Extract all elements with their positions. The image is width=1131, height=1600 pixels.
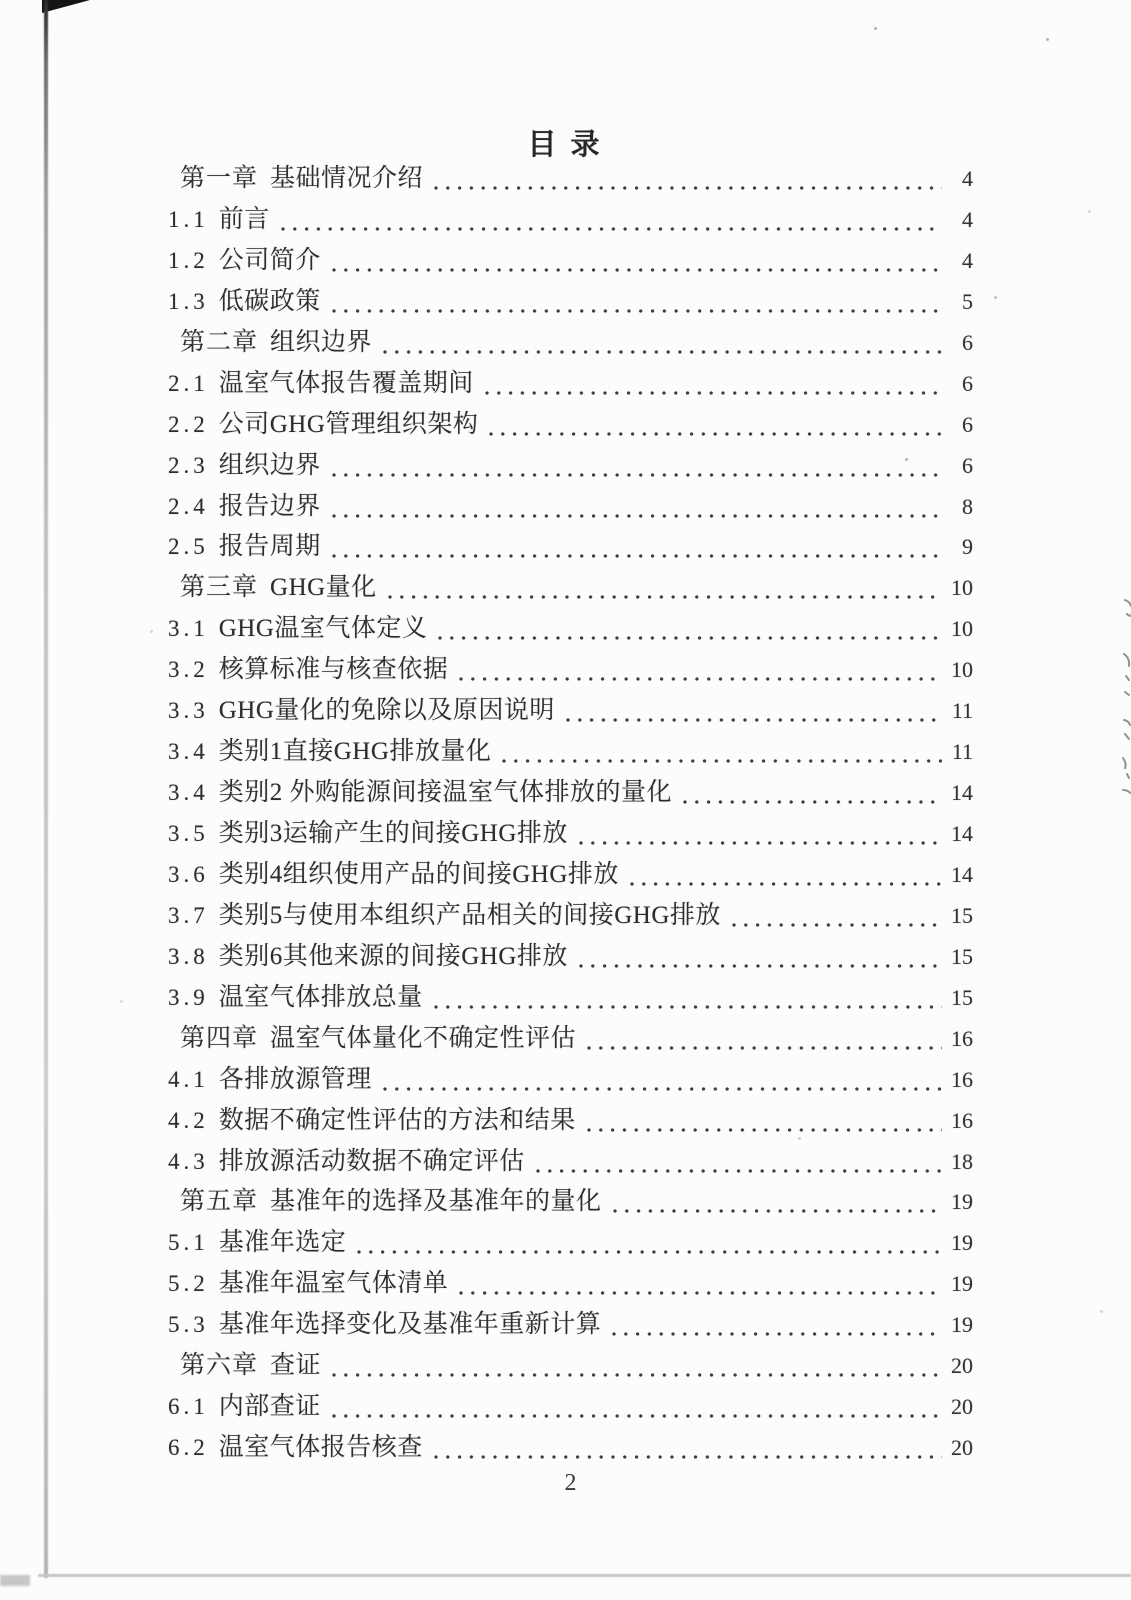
toc-entry — [168, 531, 973, 572]
toc-entry — [168, 491, 973, 532]
toc-dot-leader — [379, 327, 942, 359]
toc-entry-page: 5 — [962, 288, 973, 314]
toc-entry-page: 20 — [951, 1353, 973, 1379]
toc-entry-page: 4 — [962, 247, 973, 273]
toc-entry-number: 第六章 — [180, 1352, 259, 1380]
toc-entry — [168, 245, 973, 286]
toc-entry-number: 第二章 — [180, 328, 259, 356]
toc-entry-label: 温室气体量化不确定性评估 — [270, 1024, 577, 1052]
toc-entry-label: 排放源活动数据不确定评估 — [218, 1147, 525, 1175]
toc-entry-number: 5.2 — [168, 1271, 209, 1297]
toc-dot-leader — [434, 613, 942, 645]
toc-dot-leader — [679, 777, 942, 809]
toc-entry — [168, 1350, 973, 1391]
toc-entry-number: 1.1 — [168, 206, 209, 232]
toc-entry-label: GHG温室气体定义 — [218, 615, 428, 643]
toc-entry-number: 6.1 — [168, 1394, 209, 1420]
toc-entry-page: 16 — [951, 1066, 973, 1092]
toc-entry-label: 前言 — [218, 205, 270, 233]
toc-entry-label: 基准年选择变化及基准年重新计算 — [218, 1311, 602, 1339]
toc-entry-number: 4.2 — [168, 1107, 209, 1133]
toc-entry-number: 3.7 — [168, 902, 209, 928]
paper-speckle — [120, 1000, 123, 1003]
toc-entry-page: 9 — [962, 534, 973, 560]
toc-entry-page: 6 — [962, 370, 973, 396]
toc-dot-leader — [430, 982, 942, 1014]
toc-entry-label: 组织边界 — [218, 451, 321, 479]
toc-dot-leader — [498, 736, 942, 768]
toc-entry-number: 2.2 — [168, 411, 209, 437]
toc-entry — [168, 941, 973, 982]
toc-dot-leader — [583, 1105, 942, 1137]
toc-dot-leader — [532, 1146, 942, 1178]
document-page — [168, 0, 973, 1600]
toc-entry-number: 第四章 — [180, 1024, 259, 1052]
toc-entry — [168, 1064, 973, 1105]
toc-dot-leader — [583, 1023, 942, 1055]
toc-dot-leader — [430, 1432, 942, 1464]
toc-entry — [168, 286, 973, 327]
toc-entry — [168, 1146, 973, 1187]
margin-handwriting-marks — [1115, 592, 1131, 802]
toc-entry — [168, 1105, 973, 1146]
toc-dot-leader — [562, 695, 942, 727]
toc-entry — [168, 163, 973, 204]
toc-entry-number: 3.4 — [168, 739, 209, 765]
toc-dot-leader — [728, 900, 942, 932]
toc-dot-leader — [455, 1268, 942, 1300]
toc-entry — [168, 1186, 973, 1227]
toc-entry-label: 类别6其他来源的间接GHG排放 — [218, 942, 568, 970]
toc-entry-page: 19 — [951, 1230, 973, 1256]
toc-entry-page: 10 — [951, 657, 973, 683]
toc-dot-leader — [609, 1186, 942, 1218]
toc-entry-page: 16 — [951, 1107, 973, 1133]
toc-entry-label: 温室气体报告核查 — [218, 1434, 423, 1462]
toc-entry-label: 类别1直接GHG排放量化 — [218, 738, 492, 766]
toc-entry-number: 5.3 — [168, 1312, 209, 1338]
toc-entry-number: 4.3 — [168, 1148, 209, 1174]
toc-entry-page: 20 — [951, 1394, 973, 1420]
toc-dot-leader — [328, 286, 942, 318]
toc-entry-number: 1.2 — [168, 247, 209, 273]
toc-entry — [168, 818, 973, 859]
toc-entry-number: 3.6 — [168, 861, 209, 887]
toc-entry — [168, 695, 973, 736]
toc-entry-page: 11 — [951, 698, 973, 724]
toc-entry-number: 5.1 — [168, 1230, 209, 1256]
toc-entry — [168, 859, 973, 900]
toc-entry-label: GHG量化的免除以及原因说明 — [218, 697, 555, 725]
toc-dot-leader — [575, 941, 942, 973]
toc-entry-page: 18 — [951, 1148, 973, 1174]
toc-dot-leader — [328, 245, 942, 277]
toc-entry-label: 类别2 外购能源间接温室气体排放的量化 — [218, 779, 673, 807]
toc-dot-leader — [277, 204, 942, 236]
toc-entry-number: 3.8 — [168, 943, 209, 969]
toc-entry-page: 14 — [951, 861, 973, 887]
toc-entry-label: 公司简介 — [218, 246, 321, 274]
toc-entry — [168, 368, 973, 409]
toc-entry-number: 3.5 — [168, 821, 209, 846]
toc-entry — [168, 1227, 973, 1268]
toc-entry-number: 2.4 — [168, 493, 209, 519]
toc-entry-page: 6 — [962, 411, 973, 437]
toc-dot-leader — [485, 409, 942, 441]
toc-entry-label: 温室气体排放总量 — [218, 983, 423, 1011]
toc-dot-leader — [455, 654, 942, 686]
toc-entry-page: 14 — [951, 780, 973, 806]
toc-entry-number: 4.1 — [168, 1066, 209, 1092]
toc-title: 目录 — [527, 129, 614, 161]
toc-entry-page: 19 — [951, 1189, 973, 1215]
toc-entry-page: 4 — [962, 166, 973, 191]
toc-entry — [168, 736, 973, 777]
scan-corner-artifact — [42, 0, 90, 13]
toc-entry — [168, 777, 973, 818]
toc-entry-page: 10 — [951, 575, 973, 601]
paper-speckle — [150, 630, 153, 633]
footer-page-number: 2 — [564, 1470, 577, 1496]
scan-binding-line — [44, 0, 48, 1578]
toc-entry-label: 低碳政策 — [218, 287, 321, 315]
toc-dot-leader — [328, 1350, 942, 1382]
toc-entry-number: 3.2 — [168, 657, 209, 683]
toc-entry-label: 查证 — [270, 1352, 322, 1380]
toc-entry-label: 基准年选定 — [218, 1229, 347, 1257]
toc-entry-label: 核算标准与核查依据 — [218, 656, 449, 684]
toc-entry — [168, 1391, 973, 1432]
toc-entry-label: 类别3运输产生的间接GHG排放 — [218, 820, 568, 847]
toc-entry-page: 19 — [951, 1312, 973, 1338]
toc-entry-number: 1.3 — [168, 288, 209, 314]
toc-dot-leader — [328, 450, 942, 482]
scan-edge-smudge — [0, 1575, 30, 1586]
toc-entry-label: GHG量化 — [270, 574, 377, 602]
toc-entry-number: 3.1 — [168, 616, 209, 642]
toc-dot-leader — [384, 572, 942, 604]
toc-entry-page: 14 — [951, 821, 973, 846]
toc-entry-label: 基准年的选择及基准年的量化 — [270, 1188, 602, 1216]
toc-entry-label: 报告边界 — [218, 492, 321, 520]
paper-speckle — [1088, 210, 1091, 213]
toc-entry-page: 8 — [962, 493, 973, 519]
toc-entry — [168, 409, 973, 450]
toc-dot-leader — [328, 491, 942, 523]
toc-dot-leader — [575, 818, 942, 850]
toc-entry-label: 基础情况介绍 — [270, 165, 424, 192]
toc-dot-leader — [328, 531, 942, 563]
toc-entry-label: 公司GHG管理组织架构 — [218, 410, 479, 438]
toc-entry — [168, 1023, 973, 1064]
toc-entry-page: 11 — [951, 739, 973, 765]
toc-entry — [168, 613, 973, 654]
toc-entry-page: 10 — [951, 616, 973, 642]
toc-entry-number: 第一章 — [180, 165, 259, 192]
toc-entry-label: 报告周期 — [218, 533, 321, 561]
toc-entry-page: 15 — [951, 943, 973, 969]
toc-entry-number: 3.9 — [168, 984, 209, 1010]
toc-dot-leader — [328, 1391, 942, 1423]
toc-entry — [168, 900, 973, 941]
toc-list — [168, 163, 973, 1473]
toc-dot-leader — [430, 163, 942, 195]
toc-dot-leader — [626, 859, 942, 891]
toc-entry-label: 数据不确定性评估的方法和结果 — [218, 1106, 576, 1134]
toc-entry-label: 类别5与使用本组织产品相关的间接GHG排放 — [218, 901, 721, 929]
toc-entry — [168, 204, 973, 245]
toc-entry-number: 2.5 — [168, 534, 209, 560]
toc-entry — [168, 1268, 973, 1309]
toc-dot-leader — [379, 1064, 942, 1096]
paper-speckle — [994, 296, 997, 299]
toc-dot-leader — [608, 1309, 942, 1341]
toc-entry-label: 内部查证 — [218, 1393, 321, 1421]
toc-dot-leader — [481, 368, 942, 400]
toc-entry-page: 4 — [962, 206, 973, 232]
paper-speckle — [1046, 38, 1049, 41]
toc-entry-page: 16 — [951, 1025, 973, 1051]
toc-entry — [168, 1432, 973, 1473]
toc-entry-label: 各排放源管理 — [218, 1065, 372, 1093]
toc-dot-leader — [353, 1227, 942, 1259]
toc-entry-page: 19 — [951, 1271, 973, 1297]
toc-entry — [168, 327, 973, 368]
toc-entry-number: 2.3 — [168, 452, 209, 478]
toc-entry-page: 6 — [962, 452, 973, 478]
toc-entry-number: 2.1 — [168, 370, 209, 396]
toc-entry-number: 第三章 — [180, 574, 259, 602]
toc-entry — [168, 450, 973, 491]
toc-entry — [168, 982, 973, 1023]
toc-entry-page: 15 — [951, 902, 973, 928]
paper-speckle — [1100, 1310, 1103, 1313]
toc-entry-page: 15 — [951, 984, 973, 1010]
toc-entry — [168, 654, 973, 695]
toc-entry-number: 第五章 — [180, 1188, 259, 1216]
toc-entry-number: 3.3 — [168, 698, 209, 724]
toc-entry-label: 组织边界 — [270, 328, 373, 356]
toc-entry-page: 20 — [951, 1435, 973, 1461]
toc-entry — [168, 572, 973, 613]
toc-entry-label: 温室气体报告覆盖期间 — [218, 369, 474, 397]
toc-entry-page: 6 — [962, 329, 973, 355]
toc-entry — [168, 1309, 973, 1350]
toc-entry-label: 类别4组织使用产品的间接GHG排放 — [218, 860, 619, 888]
toc-entry-label: 基准年温室气体清单 — [218, 1270, 449, 1298]
toc-entry-number: 6.2 — [168, 1435, 209, 1461]
toc-entry-number: 3.4 — [168, 780, 209, 806]
